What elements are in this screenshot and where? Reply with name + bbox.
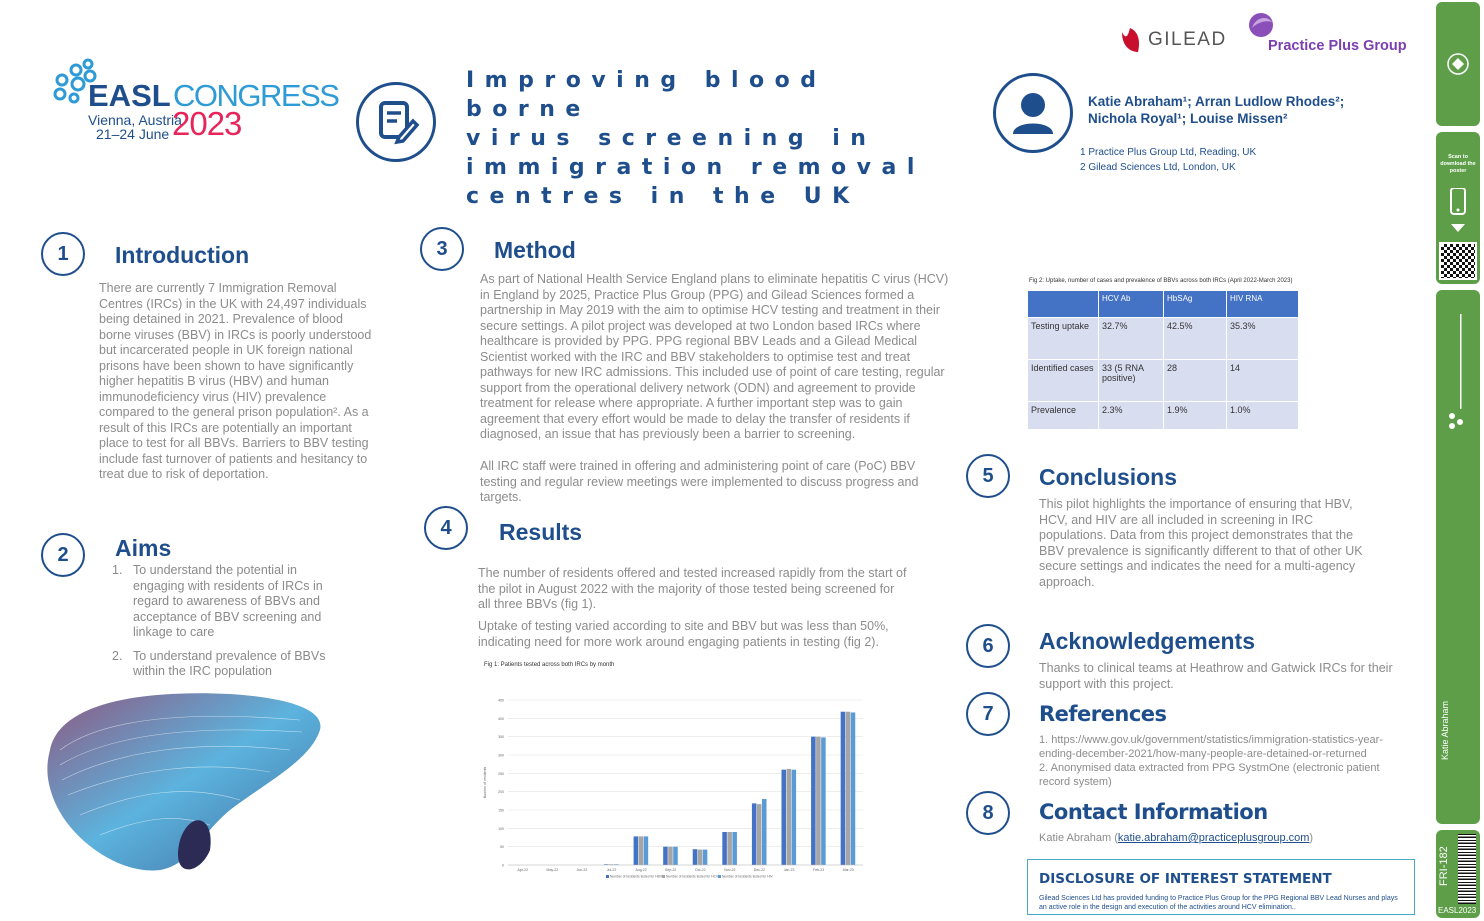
legend-swatch <box>606 875 609 878</box>
bar <box>811 737 816 865</box>
bar <box>792 770 797 865</box>
method-text-1: As part of National Health Service England plans to eliminate hepatitis C virus (HCV) in England by 2025, Practice Plus Group (PPG) and Gilead Sciences formed a partnership in May 2019 with the aim to optimise HCV testing and treatment in their secure settings. A pilot project was developed at two London based IRCs where healthcare is provided by PPG. PPG regional BBV Leads and a Gilead Medical Scientist worked with the IRC and BBV stakeholders to optimise test and treat pathways for new IRC admissions. This included use of point of care testing, regular support from the operational delivery network (ODN) and agreement to provide treatment for release where appropriate. A further important step was to gain agreement that every effort would be made to delay the transfer of residents if diagnosed, an issue that has previously been a barrier to screening. <box>480 272 949 441</box>
x-tick-label: Sep-22 <box>665 868 677 872</box>
title-line: virus screening in <box>466 126 877 151</box>
x-tick-label: Nov-22 <box>724 868 736 872</box>
fig1-bar-chart <box>478 690 878 890</box>
bar <box>634 836 639 865</box>
disclosure-title: DISCLOSURE OF INTEREST STATEMENT <box>1039 871 1332 887</box>
sustainability-badge-icon <box>1436 2 1480 126</box>
x-tick-label: Jan-23 <box>783 868 795 872</box>
scan-label: Scan to download the poster <box>1440 154 1476 174</box>
legend-swatch <box>662 875 665 878</box>
easl-location: Vienna, Austria <box>88 112 182 128</box>
y-tick-label: 100 <box>498 826 504 831</box>
easl-vertical-logo <box>1444 304 1474 434</box>
bar <box>693 849 698 865</box>
fig2-table <box>1027 290 1299 430</box>
x-tick-label: Apr-22 <box>517 868 529 872</box>
bar <box>752 803 757 865</box>
contact-line: Katie Abraham (katie.abraham@practiceplusgroup.com) <box>1039 832 1314 844</box>
bar <box>703 850 708 865</box>
affiliation-2: 2 Gilead Sciences Ltd, London, UK <box>1080 162 1236 173</box>
fig2-caption: Fig 2: Uptake, number of cases and prevalence of BBVs across both IRCs (April 2022-March 2023) <box>1029 278 1293 284</box>
disclosure-box <box>1027 859 1415 915</box>
x-tick-label: Feb-23 <box>813 868 825 872</box>
x-tick-label: May-22 <box>546 868 559 872</box>
y-tick-label: 150 <box>498 808 504 813</box>
affiliation-1: 1 Practice Plus Group Ltd, Reading, UK <box>1080 147 1257 158</box>
bar <box>787 769 792 865</box>
table-header-cell <box>1028 291 1099 318</box>
section-title-introduction: Introduction <box>115 242 250 268</box>
acknowledgements-text: Thanks to clinical teams at Heathrow and Gatwick IRCs for their support with this project. <box>1039 661 1393 691</box>
x-tick-label: Oct-22 <box>695 868 706 872</box>
table-cell: 14 <box>1227 360 1299 402</box>
bar <box>727 832 732 865</box>
section-number: 7 <box>966 692 1010 736</box>
section-title-references: References <box>1039 702 1167 726</box>
y-tick-label: 350 <box>498 735 504 740</box>
y-tick-label: 450 <box>498 698 504 703</box>
barcode <box>1458 834 1476 904</box>
section-title-results: Results <box>499 519 583 545</box>
section-title-aims: Aims <box>115 535 172 561</box>
y-tick-label: 250 <box>498 771 504 776</box>
aims-list <box>112 563 342 680</box>
results-text-1: The number of residents offered and tested increased rapidly from the start of the pilot in August 2022 with the majority of those tested being screened for all three BBVs (fig 1). <box>478 566 907 611</box>
title-line: centres in the UK <box>466 184 860 209</box>
list-item: 2. To understand prevalence of BBVs within the IRC population <box>112 648 326 678</box>
bar <box>816 737 821 865</box>
section-number: 4 <box>424 506 468 550</box>
x-tick-label: Dec-22 <box>753 868 766 872</box>
bar <box>663 847 668 865</box>
avatar <box>993 73 1073 153</box>
table-header-row <box>1028 291 1299 318</box>
y-axis-label: Number of residents <box>483 766 487 799</box>
y-tick-label: 0 <box>502 863 504 868</box>
table-cell: 32.7% <box>1099 318 1164 360</box>
bar <box>639 836 644 865</box>
section-title-acknowledgements: Acknowledgements <box>1039 628 1255 654</box>
legend-label: Number of residents tested for HIV <box>722 874 773 879</box>
easl-code: EASL2023 <box>1438 906 1477 915</box>
easl-year: 2023 <box>172 105 242 142</box>
fig1-caption: Fig 1: Patients tested across both IRCs by month <box>484 662 615 668</box>
sidebar-code-panel <box>1436 830 1480 918</box>
section-title-method: Method <box>494 237 576 263</box>
sidebar-qr-panel <box>1436 132 1480 284</box>
ppg-text: Practice Plus Group <box>1268 38 1407 54</box>
table-cell: 35.3% <box>1227 318 1299 360</box>
table-header-cell: HIV RNA <box>1227 291 1299 318</box>
bar <box>757 804 762 865</box>
bar <box>668 847 673 865</box>
reference-1: 1. https://www.gov.uk/government/statistics/immigration-statistics-year-ending-december-2021/how-many-people-are-detained-or-returned <box>1039 734 1383 760</box>
table-cell: 1.0% <box>1227 402 1299 430</box>
bar <box>722 832 727 865</box>
bar <box>673 847 678 865</box>
contact-email-link[interactable]: katie.abraham@practiceplusgroup.com <box>1117 832 1310 844</box>
y-tick-label: 200 <box>498 790 504 795</box>
conclusions-text: This pilot highlights the importance of ensuring that HBV, HCV, and HIV are all included in screening in IRC populations. Data from this project demonstrates that the BBV prevalence is significantly different to that of other UK secure settings and indicates the need for a multi-agency approach. <box>1039 497 1363 589</box>
y-tick-label: 400 <box>498 716 504 721</box>
easl-bold: EASL <box>88 78 171 113</box>
table-cell: 28 <box>1164 360 1227 402</box>
gilead-leaf-icon <box>1118 26 1142 54</box>
legend-label: Number of residents tested for HBV <box>610 874 663 879</box>
bar <box>732 832 737 865</box>
table-row <box>1028 402 1299 430</box>
ppg-mark-icon <box>1248 12 1276 38</box>
document-icon <box>356 82 436 162</box>
y-tick-label: 300 <box>498 753 504 758</box>
section-number: 5 <box>966 454 1010 498</box>
section-number: 2 <box>41 533 85 577</box>
table-cell: Identified cases <box>1028 360 1099 402</box>
bar <box>644 836 649 865</box>
x-tick-label: Jun-22 <box>576 868 588 872</box>
title-line: Improving blood borne <box>466 68 827 122</box>
introduction-text: There are currently 7 Immigration Removal Centres (IRCs) in the UK with 24,497 individuals being detained in 2021. Prevalence of blood borne viruses (BBV) in IRCs is poorly understood but incarcerated people in UK foreign national prisons have been shown to have significantly higher hepatitis B virus (HBV) and human immunodeficiency virus (HIV) prevalence compared to the general prison population². As a result of this IRCs are potentially an important place to test for all BBVs. Barriers to BBV testing include fast turnover of patients and hesitancy to treat due to risk of deportation. <box>99 281 372 481</box>
sidebar-topic: Public Health <box>1426 706 1436 760</box>
section-number: 8 <box>966 791 1010 835</box>
section-number: 1 <box>41 232 85 276</box>
title-line: immigration removal <box>466 155 925 180</box>
table-header-cell: HbSAg <box>1164 291 1227 318</box>
table-header-cell: HCV Ab <box>1099 291 1164 318</box>
section-title-contact: Contact Information <box>1039 800 1268 824</box>
gilead-text: GILEAD <box>1148 29 1227 50</box>
disclosure-text: Gilead Sciences Ltd has provided funding to Practice Plus Group for the PPG Regional BBV Lead Nurses and plays an active role in the design and execution of the activities around HCV elimination.. <box>1039 895 1398 911</box>
x-tick-label: Jul-22 <box>606 868 617 872</box>
reference-2: 2. Anonymised data extracted from PPG SystmOne (electronic patient record system) <box>1039 762 1380 788</box>
y-tick-label: 50 <box>500 845 504 850</box>
poster-title <box>466 66 936 211</box>
bar <box>762 799 767 865</box>
sidebar-info-panel <box>1426 290 1480 824</box>
section-number: 3 <box>420 227 464 271</box>
liver-illustration <box>40 690 330 895</box>
table-cell: Prevalence <box>1028 402 1099 430</box>
table-cell: 2.3% <box>1099 402 1164 430</box>
bar <box>821 737 826 865</box>
table-cell: 33 (5 RNA positive) <box>1099 360 1164 402</box>
ppg-logo <box>1248 12 1418 58</box>
list-item: 1. To understand the potential in engaging with residents of IRCs in regard to awareness of BBVs and acceptance of BBV screening and linkage to care <box>112 563 323 639</box>
bar <box>846 712 851 865</box>
table-row <box>1028 318 1299 360</box>
poster-code: FRI-182 <box>1438 846 1450 886</box>
table-row <box>1028 360 1299 402</box>
bar <box>781 770 786 865</box>
person-icon <box>996 76 1070 150</box>
legend-label: Number of residents tested for HCV <box>666 874 719 879</box>
table-cell: 1.9% <box>1164 402 1227 430</box>
qr-code[interactable] <box>1439 242 1477 280</box>
bar <box>841 712 846 865</box>
results-text-2: Uptake of testing varied according to site and BBV but was less than 50%, indicating need for more work around engaging patients in testing (fig 2). <box>478 619 889 649</box>
sidebar-author: Katie Abraham <box>1440 700 1450 760</box>
easl-congress: CONGRESS <box>173 78 339 113</box>
x-tick-label: Mar-23 <box>842 868 854 872</box>
sidebar-top-logo <box>1436 2 1480 126</box>
authors-line2: Nichola Royal¹; Louise Missen² <box>1088 111 1288 126</box>
method-text-2: All IRC staff were trained in offering and administering point of care (PoC) BBV testing and regular review meetings were implemented to discuss progress and targets. <box>480 459 919 504</box>
easl-logo <box>52 56 339 146</box>
section-number: 6 <box>966 624 1010 668</box>
bar <box>698 850 703 865</box>
bar <box>851 712 856 865</box>
phone-icon <box>1448 188 1468 236</box>
table-cell: Testing uptake <box>1028 318 1099 360</box>
authors-line1: Katie Abraham¹; Arran Ludlow Rhodes²; <box>1088 94 1345 109</box>
legend-swatch <box>718 875 721 878</box>
x-tick-label: Aug-22 <box>635 868 647 872</box>
section-title-conclusions: Conclusions <box>1039 464 1178 490</box>
easl-dates: 21–24 June <box>96 126 170 142</box>
table-cell: 42.5% <box>1164 318 1227 360</box>
